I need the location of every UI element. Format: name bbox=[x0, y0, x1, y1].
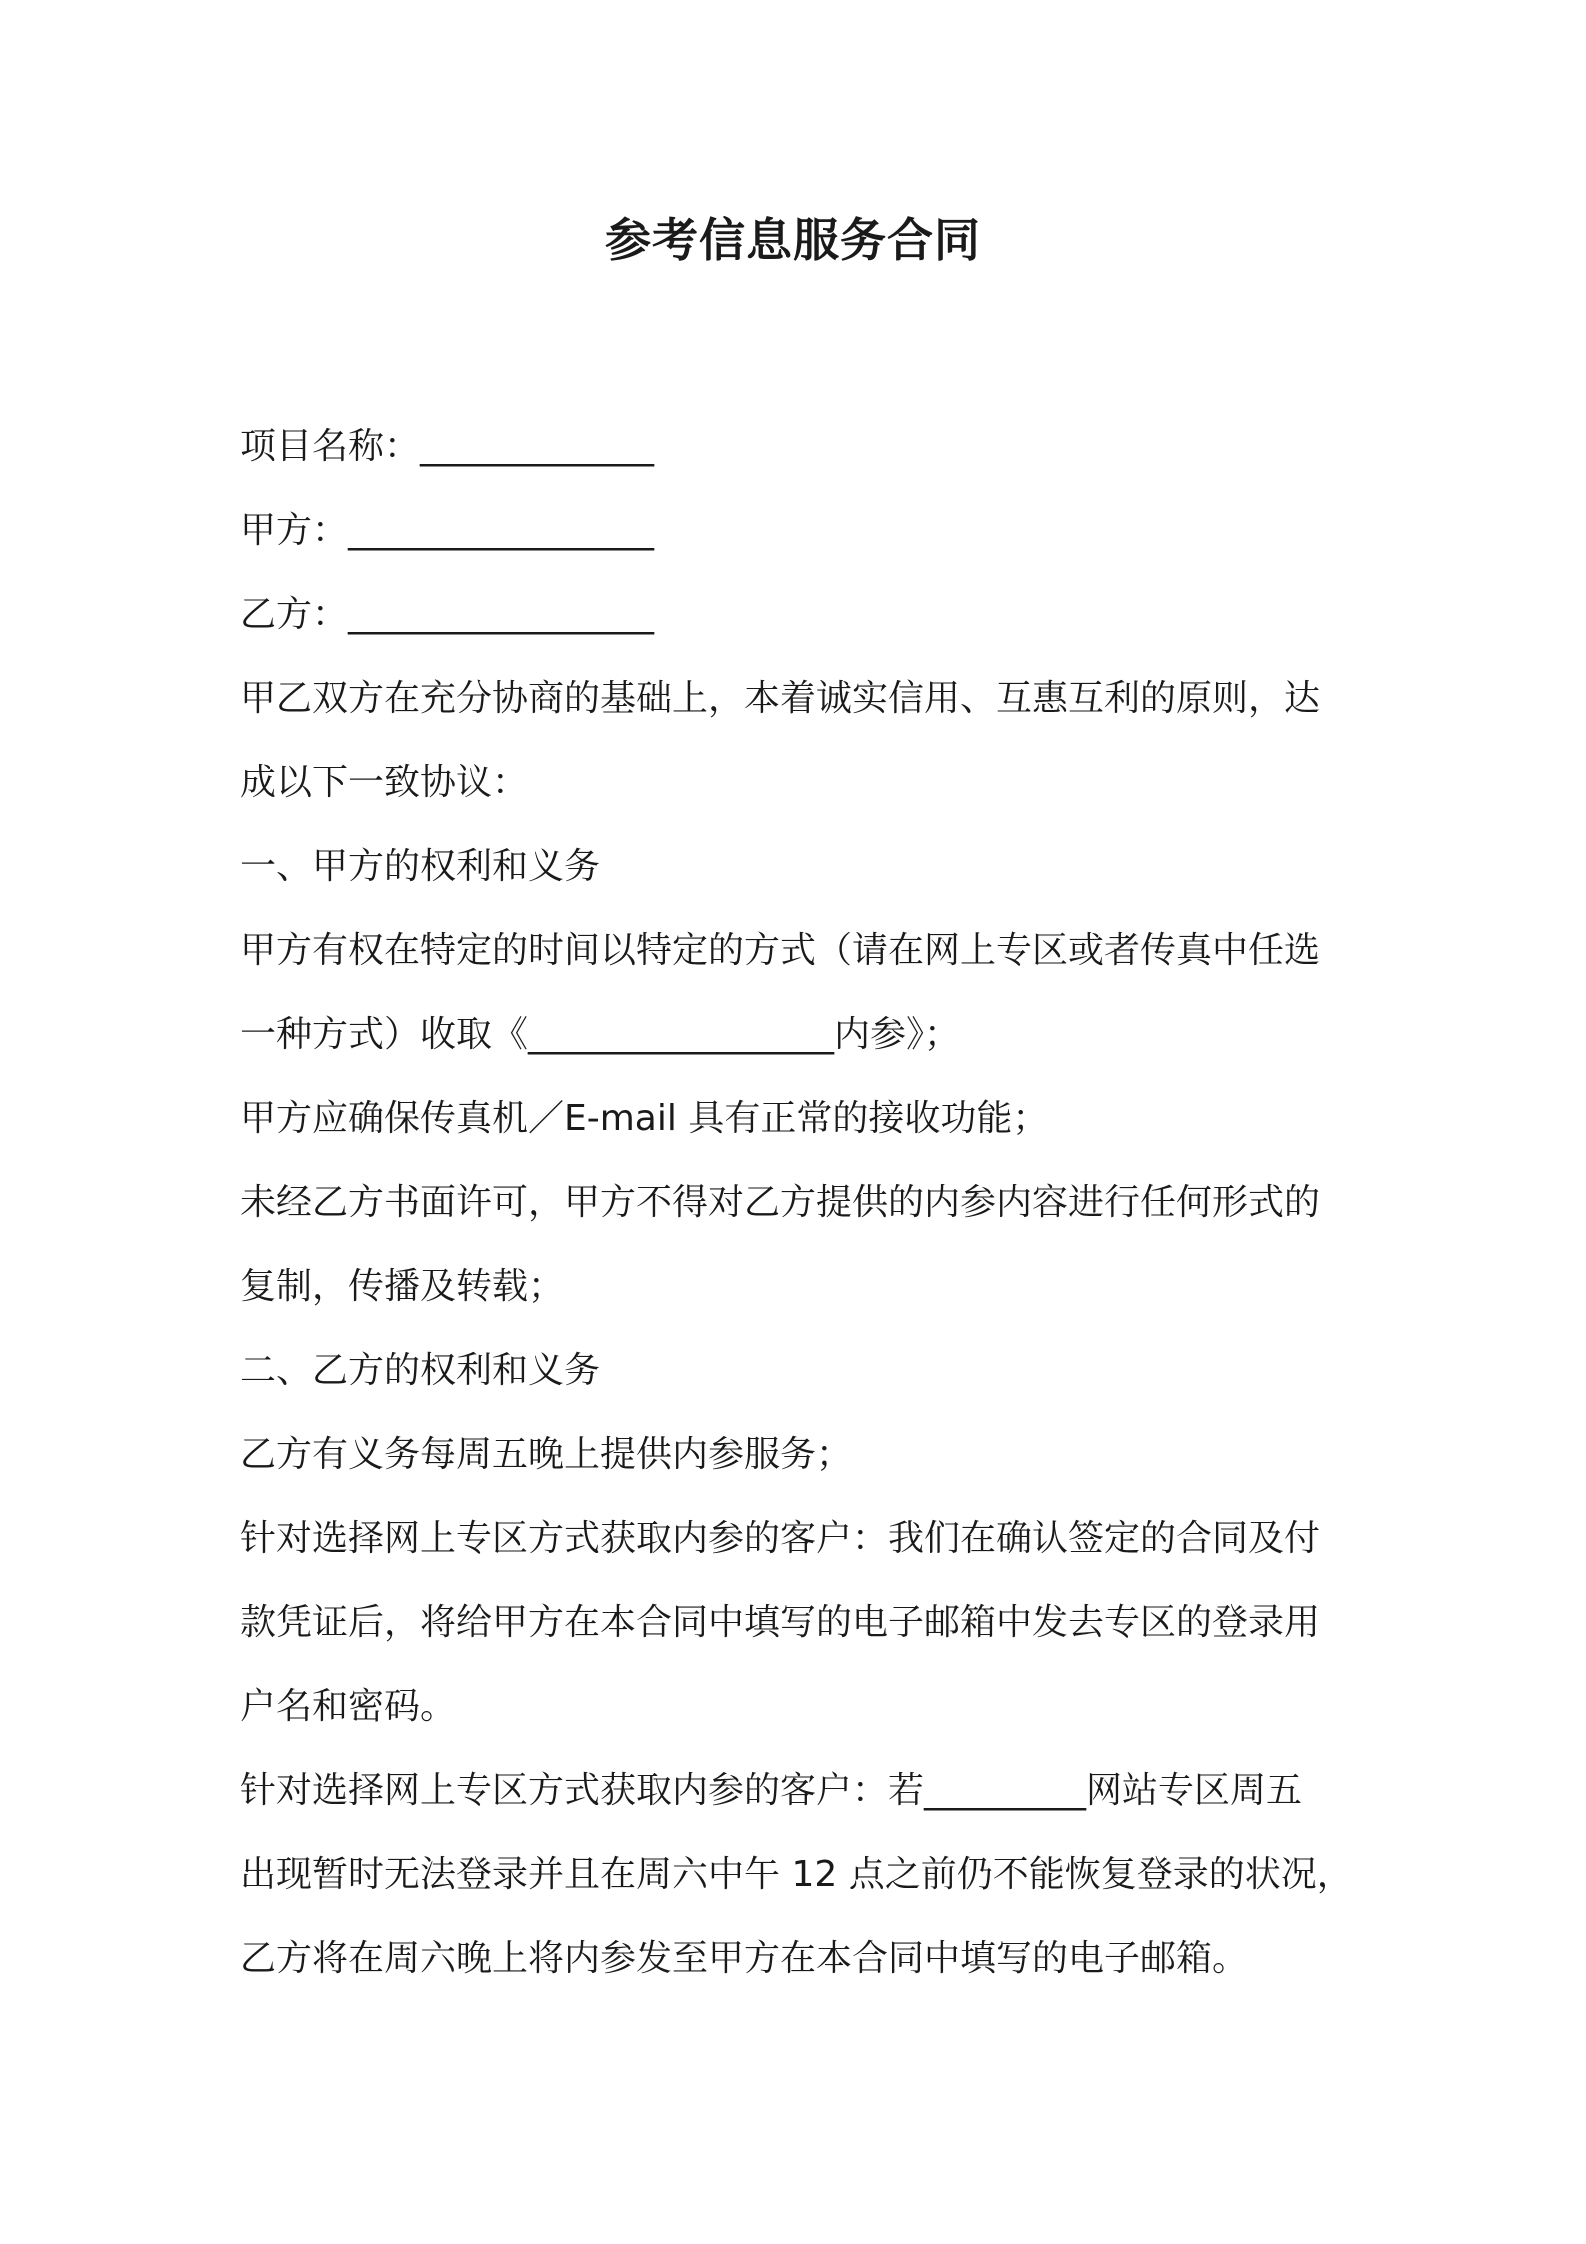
party-a-field: 甲方：_________________ bbox=[240, 510, 655, 551]
project-name-field: 项目名称：_____________ bbox=[240, 426, 655, 467]
clause-b2-line-2: 款凭证后，将给甲方在本合同中填写的电子邮箱中发去专区的登录用 bbox=[240, 1602, 1321, 1643]
clause-b2-line-1: 针对选择网上专区方式获取内参的客户：我们在确认签定的合同及付 bbox=[240, 1518, 1321, 1559]
clause-a3-line-2: 复制，传播及转载； bbox=[240, 1266, 565, 1307]
party-b-field: 乙方：_________________ bbox=[240, 594, 655, 635]
clause-a2: 甲方应确保传真机／E-mail 具有正常的接收功能； bbox=[240, 1098, 1049, 1139]
section-heading-party-a: 一、甲方的权利和义务 bbox=[240, 846, 601, 887]
clause-a3-line-1: 未经乙方书面许可，甲方不得对乙方提供的内参内容进行任何形式的 bbox=[240, 1182, 1321, 1223]
document-title: 参考信息服务合同 bbox=[605, 213, 981, 267]
clause-b2-line-3: 户名和密码。 bbox=[240, 1686, 457, 1727]
clause-b3-line-3: 乙方将在周六晚上将内参发至甲方在本合同中填写的电子邮箱。 bbox=[240, 1938, 1249, 1979]
clause-a1-line-1: 甲方有权在特定的时间以特定的方式（请在网上专区或者传真中任选 bbox=[240, 930, 1321, 971]
clause-a1-line-2: 一种方式）收取《_________________内参》； bbox=[240, 1014, 961, 1055]
clause-b3-line-2: 出现暂时无法登录并且在周六中午 12 点之前仍不能恢复登录的状况， bbox=[240, 1854, 1353, 1895]
clause-b3-line-1: 针对选择网上专区方式获取内参的客户：若_________网站专区周五 bbox=[240, 1770, 1303, 1811]
document-body bbox=[240, 405, 1360, 2001]
section-heading-party-b: 二、乙方的权利和义务 bbox=[240, 1350, 601, 1391]
clause-b1: 乙方有义务每周五晚上提供内参服务； bbox=[240, 1434, 853, 1475]
preamble-line-2: 成以下一致协议： bbox=[240, 762, 529, 803]
preamble-line-1: 甲乙双方在充分协商的基础上，本着诚实信用、互惠互利的原则，达 bbox=[240, 678, 1321, 719]
